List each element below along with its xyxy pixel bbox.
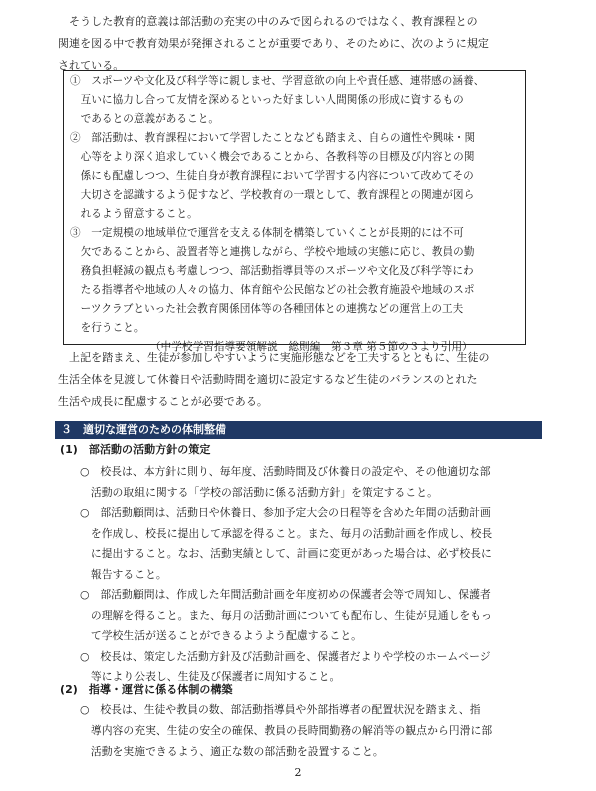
list-item: 等により公表し、生徒及び保護者に周知すること。 <box>80 670 341 683</box>
quote-line: を行うこと。 <box>70 322 145 334</box>
quote-line: 互いに協力し合って友情を深めるといった好ましい人間関係の形成に資するもの <box>70 94 464 106</box>
intro-line-2: 関連を図る中で教育効果が発揮されることが重要であり、そのために、次のように規定 <box>58 37 489 50</box>
quote-line: 務負担軽減の観点も考慮しつつ、部活動指導員等のスポーツや文化及び科学等にわ <box>70 265 474 277</box>
after-line-2: 生活全体を見渡して休養日や活動時間を適切に設定するなど生徒のバランスのとれた <box>58 373 478 386</box>
quote-line: 欠であることから、設置者等と連携しながら、学校や地域の実態に応じ、教員の勤 <box>70 246 475 258</box>
list-item: ○ 校長は、生徒や教員の数、部活動指導員や外部指導者の配置状況を踏まえ、指 <box>80 703 481 716</box>
list-item: ○ 校長は、本方針に則り、毎年度、活動時間及び休養日の設定や、その他適切な部 <box>80 465 491 478</box>
list-item: 報告すること。 <box>80 567 167 581</box>
list-item: を作成し、校長に提出して承認を得ること。また、毎月の活動計画を作成し、校長 <box>80 526 493 540</box>
quote-citation: （中学校学習指導要領解説 総則編 第３章 第５節の３より引用） <box>150 341 473 353</box>
list-item: 活動を実施できるよう、適正な数の部活動を設置すること。 <box>80 745 384 758</box>
quote-line: 大切さを認識するよう促すなど、学校教育の一環として、教育課程との関連が図ら <box>70 189 475 201</box>
list-item: に提出すること。なお、活動実績として、計画に変更があった場合は、必ず校長に <box>80 547 492 560</box>
list-item: ○ 部活動顧問は、活動日や休養日、参加予定大会の日程等を含めた年間の活動計画 <box>80 506 491 519</box>
quote-line: であるとの意義があること。 <box>70 113 220 125</box>
page-number: 2 <box>294 766 302 779</box>
subsection-1-heading: (1) 部活動の活動方針の策定 <box>60 443 211 456</box>
quote-line: たる指導者や地域の人々の協力、体育館や公民館などの社会教育施設や地域のスポ <box>70 284 475 296</box>
quote-line: ② 部活動は、教育課程において学習したことなども踏まえ、自らの適性や興味・関 <box>70 132 476 144</box>
after-line-1: 上記を踏まえ、生徒が参加しやすいように実施形態などを工夫するとともに、生徒の <box>58 351 490 364</box>
list-item: 導内容の充実、生徒の安全の確保、教員の長時間勤務の解消等の観点から円滑に部 <box>80 724 493 737</box>
subsection-2-heading: (2) 指導・運営に係る体制の構築 <box>60 683 233 696</box>
intro-line-3: されている。 <box>58 59 125 72</box>
after-line-3: 生活や成長に配慮することが必要である。 <box>58 395 268 408</box>
list-item: 活動の取組に関する「学校の部活動に係る活動方針」を策定すること。 <box>80 485 438 499</box>
quote-line: ① スポーツや文化及び科学等に親しませ、学習意欲の向上や責任感、連帯感の涵養、 <box>70 75 485 87</box>
list-item: て学校生活が送ることができるようよう配慮すること。 <box>80 629 363 642</box>
list-item: の理解を得ること。また、毎月の活動計画についても配布し、生徒が見通しをもっ <box>80 608 492 622</box>
list-item: ○ 校長は、策定した活動方針及び活動計画を、保護者だよりや学校のホームページ <box>80 649 491 663</box>
quote-line: 係にも配慮しつつ、生徒自身が教育課程において学習する内容について改めてその <box>70 170 474 182</box>
quote-line: れるよう留意すること。 <box>70 208 198 220</box>
quote-line: ③ 一定規模の地域単位で運営を支える体制を構築していくことが長期的には不可 <box>70 227 464 239</box>
quote-line: 心等をより深く追求していく機会であることから、各教科等の目標及び内容との関 <box>70 151 475 163</box>
intro-line-1: そうした教育的意義は部活動の充実の中のみで図られるのではなく、教育課程との <box>58 15 478 28</box>
list-item: ○ 部活動顧問は、作成した年間活動計画を年度初めの保護者会等で周知し、保護者 <box>80 588 491 601</box>
section-heading-bar: ３ 適切な運営のための体制整備 <box>55 421 542 439</box>
quote-line: ーツクラブといった社会教育関係団体等の各種団体との連携などの運営上の工夫 <box>70 303 464 315</box>
